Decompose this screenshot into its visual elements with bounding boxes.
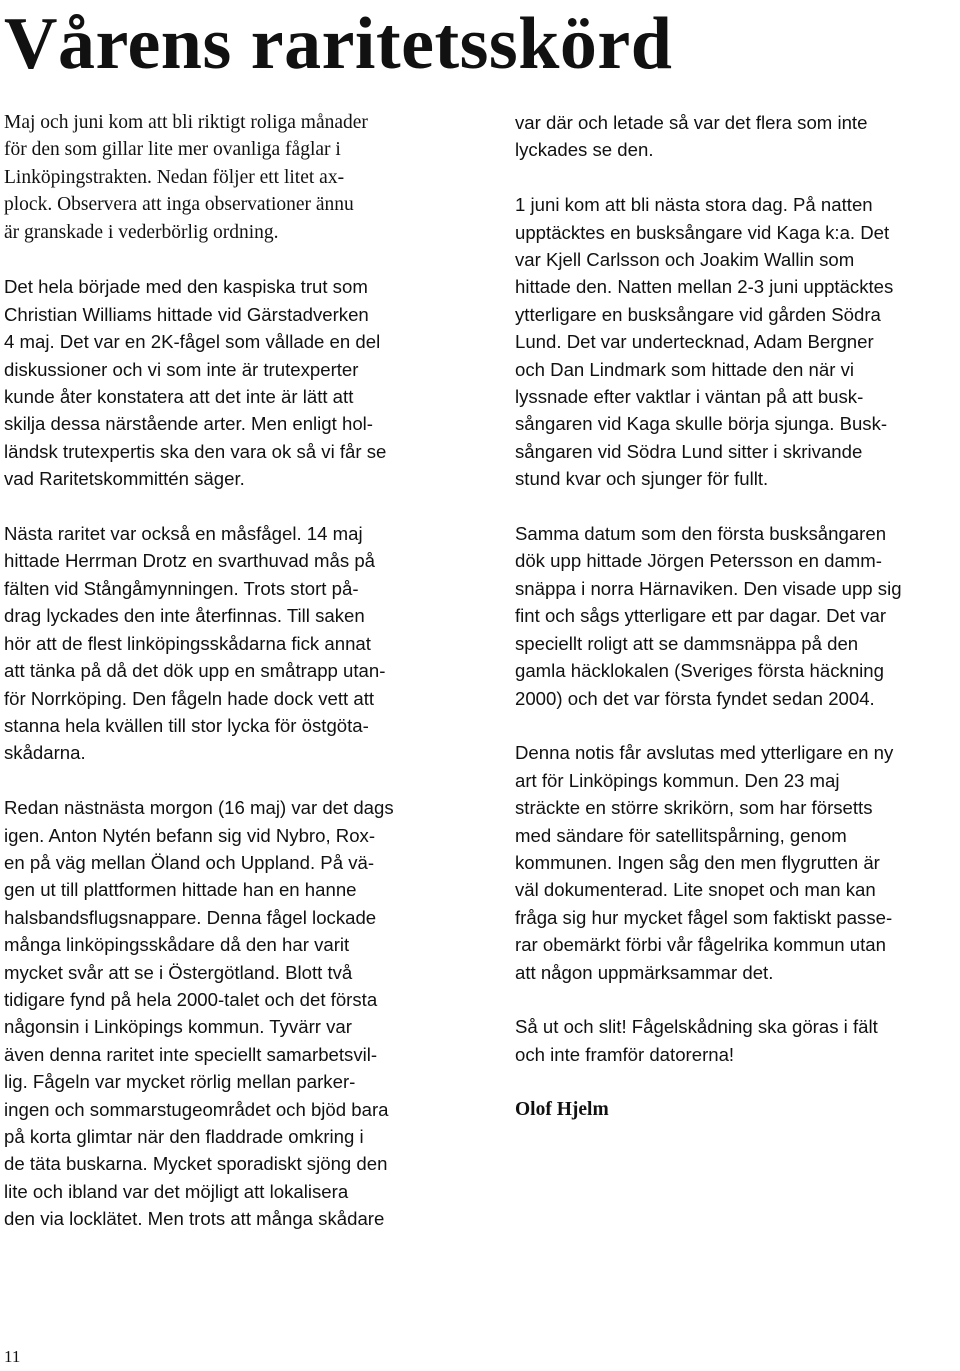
paragraph-kaspisk-trut: [4, 273, 454, 492]
text-line: speciellt roligt att se dammsnäppa på den: [515, 632, 859, 654]
text-line: vad Raritetskommittén säger.: [4, 468, 245, 490]
text-line: 1 juni kom att bli nästa stora dag. På natten: [515, 194, 873, 216]
paragraph-busksangare: [515, 191, 960, 492]
text-line: Nästa raritet var också en måsfågel. 14 maj: [4, 523, 363, 545]
text-line: skilja dessa närstående arter. Men enligt hol-: [4, 413, 373, 435]
text-line: halsbandsflugsnappare. Denna fågel lockade: [4, 906, 377, 928]
text-line: lite och ibland var det möjligt att lokalisera: [4, 1180, 349, 1202]
paragraph-continuation: [515, 109, 960, 164]
text-line: kunde åter konstatera att det inte är lätt att: [4, 386, 354, 408]
text-line: ingen och sommarstugeområdet och bjöd bara: [4, 1098, 389, 1120]
text-line: fint och sågs ytterligare ett par dagar. Det var: [515, 605, 887, 627]
text-line: 2000) och det var första fyndet sedan 2004.: [515, 687, 875, 709]
paragraph-dammsnappa: [515, 520, 960, 712]
text-line: art för Linköpings kommun. Den 23 maj: [515, 769, 840, 791]
text-line: någonsin i Linköpings kommun. Tyvärr var: [4, 1016, 352, 1038]
text-line: upptäcktes en busksångare vid Kaga k:a. Det: [515, 221, 890, 243]
text-line: sångaren vid Kaga skulle börja sjunga. Busk-: [515, 413, 888, 435]
text-line: att någon uppmärksammar det.: [515, 961, 774, 983]
text-line: stund kvar och sjunger för fullt.: [515, 468, 769, 490]
paragraph-closing: [515, 1013, 960, 1068]
left-column: [4, 109, 454, 1260]
text-line: Linköpingstrakten. Nedan följer ett litet ax-: [4, 166, 345, 188]
text-line: med sändare för satellitspårning, genom: [515, 824, 847, 846]
text-line: Maj och juni kom att bli riktigt roliga månader: [4, 112, 368, 133]
text-line: sträckte en större skrikörn, som har försetts: [515, 797, 873, 819]
text-line: skådarna.: [4, 742, 86, 764]
text-line: på korta glimtar när den fladdrade omkring i: [4, 1125, 364, 1147]
right-column: [515, 109, 960, 1150]
text-line: även denna raritet inte speciellt samarbetsvil-: [4, 1043, 378, 1065]
text-line: väl dokumenterad. Lite snopet och man kan: [515, 879, 876, 901]
text-line: för den som gillar lite mer ovanliga fåglar i: [4, 139, 341, 161]
text-line: mycket svår att se i Östergötland. Blott två: [4, 961, 353, 983]
text-line: plock. Observera att inga observationer ännu: [4, 194, 354, 216]
text-line: tidigare fynd på hela 2000-talet och det första: [4, 988, 378, 1010]
article-title: Vårens raritetsskörd: [4, 3, 673, 85]
text-line: de täta buskarna. Mycket sporadiskt sjöng den: [4, 1153, 388, 1175]
text-line: och inte framför datorerna!: [515, 1043, 735, 1065]
text-line: fråga sig hur mycket fågel som faktiskt passe-: [515, 906, 893, 928]
text-line: drag lyckades den inte återfinnas. Till saken: [4, 605, 365, 627]
text-line: Lund. Det var undertecknad, Adam Bergner: [515, 331, 874, 353]
text-line: Det hela började med den kaspiska trut som: [4, 276, 368, 298]
text-line: dök upp hittade Jörgen Petersson en damm-: [515, 550, 882, 572]
text-line: snäppa i norra Härnaviken. Den visade upp sig: [515, 577, 902, 599]
text-line: rar obemärkt förbi vår fågelrika kommun utan: [515, 934, 886, 956]
text-line: lyckades se den.: [515, 139, 654, 161]
text-line: diskussioner och vi som inte är trutexperter: [4, 358, 359, 380]
text-line: 4 maj. Det var en 2K-fågel som vållade en del: [4, 331, 381, 353]
text-line: ländsk trutexpertis ska den vara ok så vi får se: [4, 440, 387, 462]
text-line: Samma datum som den första busksångaren: [515, 523, 887, 545]
text-line: och Dan Lindmark som hittade den när vi: [515, 358, 854, 380]
text-line: den via locklätet. Men trots att många skådare: [4, 1208, 385, 1230]
paragraph-svarthuvad-mas: [4, 520, 454, 767]
text-line: gamla häcklokalen (Sveriges första häckning: [515, 660, 884, 682]
text-line: många linköpingsskådare då den har varit: [4, 934, 350, 956]
text-line: var Kjell Carlsson och Joakim Wallin som: [515, 249, 855, 271]
paragraph-intro: [4, 109, 454, 246]
text-line: hör att de flest linköpingsskådarna fick annat: [4, 632, 371, 654]
text-line: hittade den. Natten mellan 2-3 juni upptäcktes: [515, 276, 894, 298]
text-line: hittade Herrman Drotz en svarthuvad mås på: [4, 550, 376, 572]
paragraph-halsbandsflugsnappare: [4, 794, 454, 1233]
text-line: sångaren vid Södra Lund sitter i skrivande: [515, 440, 863, 462]
text-line: en på väg mellan Öland och Uppland. På vä-: [4, 851, 375, 873]
text-line: lig. Fågeln var mycket rörlig mellan parker-: [4, 1071, 356, 1093]
text-line: stanna hela kvällen till stor lycka för östgöta-: [4, 714, 369, 736]
page-number: 11: [4, 1347, 21, 1366]
text-line: igen. Anton Nytén befann sig vid Nybro, Rox-: [4, 824, 376, 846]
text-line: fälten vid Stångåmynningen. Trots stort på-: [4, 577, 359, 599]
text-line: Redan nästnästa morgon (16 maj) var det dags: [4, 797, 394, 819]
text-line: Denna notis får avslutas med ytterligare en ny: [515, 742, 894, 764]
text-line: kommunen. Ingen såg den men flygrutten är: [515, 851, 880, 873]
author-signature: Olof Hjelm: [515, 1098, 609, 1120]
text-line: är granskade i vederbörlig ordning.: [4, 221, 279, 243]
text-line: Så ut och slit! Fågelskådning ska göras i fält: [515, 1016, 878, 1038]
text-line: var där och letade så var det flera som inte: [515, 112, 868, 133]
text-line: för Norrköping. Den fågeln hade dock vett att: [4, 687, 375, 709]
text-line: att tänka på då det dök upp en småtrapp utan-: [4, 660, 386, 682]
text-line: gen ut till plattformen hittade han en hanne: [4, 879, 357, 901]
text-line: Christian Williams hittade vid Gärstadverken: [4, 303, 369, 325]
text-line: ytterligare en busksångare vid gården Södra: [515, 303, 881, 325]
text-line: lyssnade efter vaktlar i väntan på att busk-: [515, 386, 864, 408]
paragraph-skrikorn: [515, 739, 960, 986]
